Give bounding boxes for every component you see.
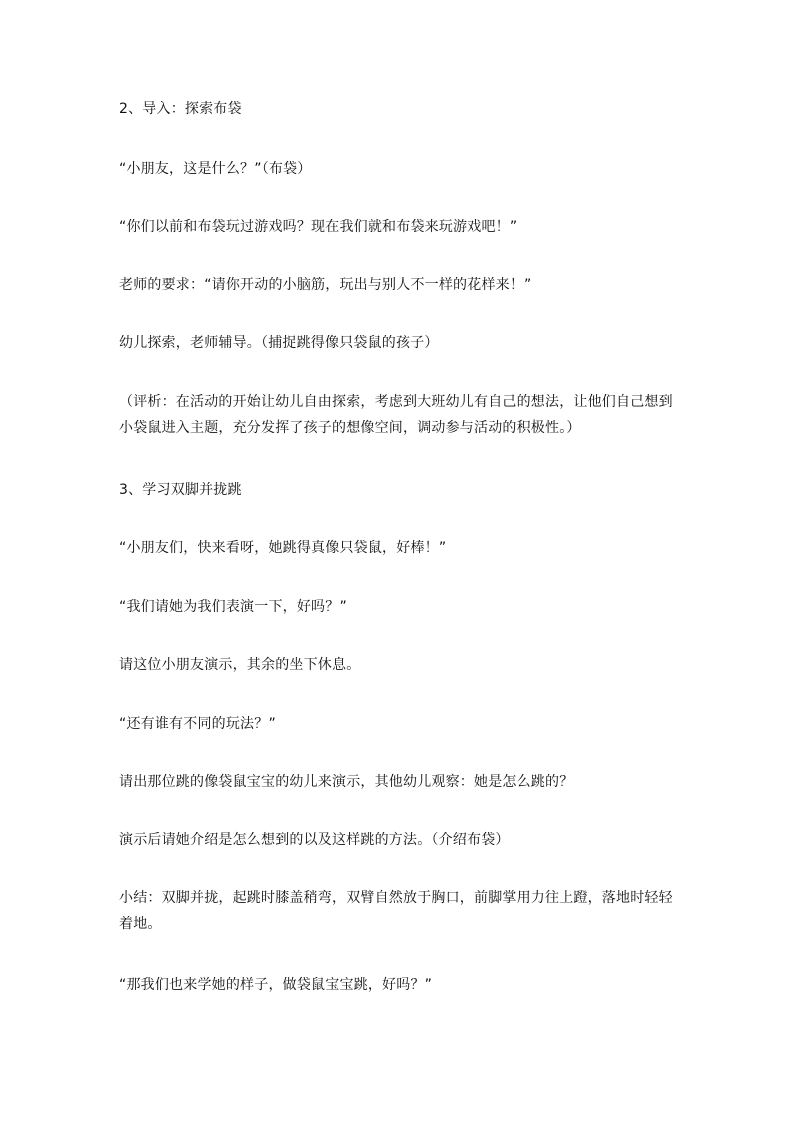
paragraph: “我们请她为我们表演一下，好吗？”: [119, 599, 347, 615]
paragraph: “还有谁有不同的玩法？”: [119, 716, 276, 732]
paragraph: 请出那位跳的像袋鼠宝宝的幼儿来演示，其他幼儿观察：她是怎么跳的？: [119, 774, 574, 790]
paragraph: “你们以前和布袋玩过游戏吗？现在我们就和布袋来玩游戏吧！”: [119, 219, 518, 235]
paragraph: 幼儿探索，老师辅导。（捕捉跳得像只袋鼠的孩子）: [119, 335, 439, 351]
paragraph: 老师的要求：“请你开动的小脑筋，玩出与别人不一样的花样来！”: [119, 277, 532, 293]
commentary-paragraph: （评析：在活动的开始让幼儿自由探索，考虑到大班幼儿有自己的想法，让他们自己想到小袋鼠进入主题，充分发挥了孩子的想像空间，调动参与活动的积极性。）: [119, 394, 673, 436]
paragraph: 演示后请她介绍是怎么想到的以及这样跳的方法。（介绍布袋）: [119, 832, 510, 848]
section-heading-intro: 2、导入：探索布袋: [119, 101, 242, 117]
paragraph: “小朋友们，快来看呀，她跳得真像只袋鼠，好棒！”: [119, 540, 447, 556]
paragraph: “那我们也来学她的样子，做袋鼠宝宝跳，好吗？”: [119, 977, 433, 993]
paragraph: “小朋友，这是什么？”（布袋）: [119, 161, 312, 177]
section-heading-jump: 3、学习双脚并拢跳: [119, 482, 242, 498]
paragraph: 请这位小朋友演示，其余的坐下休息。: [119, 657, 361, 673]
summary-paragraph: 小结：双脚并拢，起跳时膝盖稍弯，双臂自然放于胸口，前脚掌用力往上蹬，落地时轻轻着地。: [119, 890, 673, 932]
